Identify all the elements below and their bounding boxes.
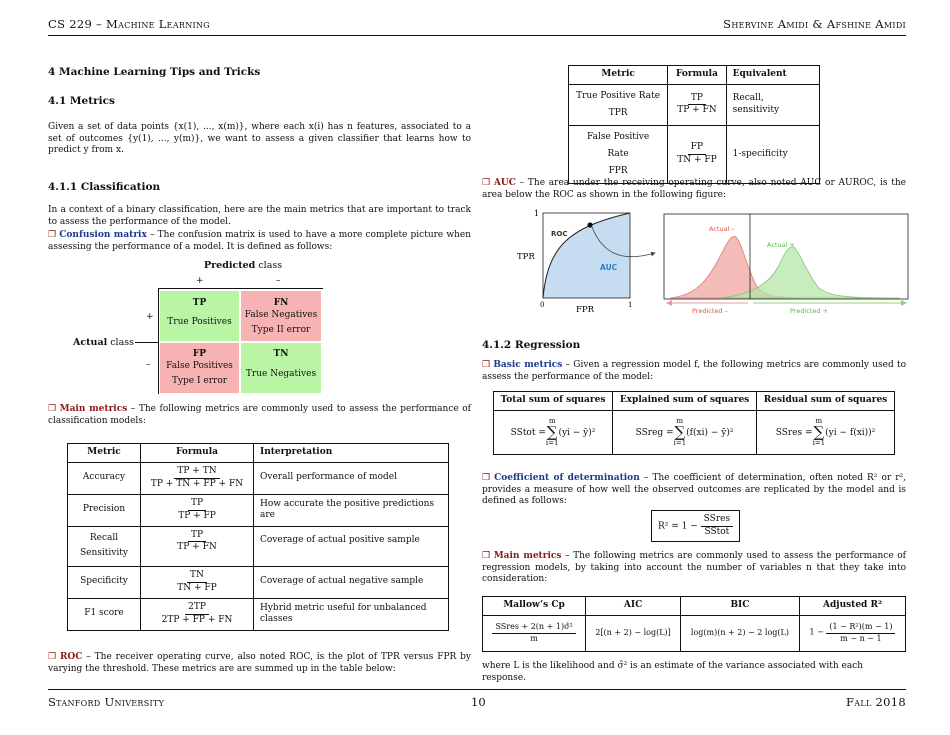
- confusion-matrix-heading: Confusion matrix: [59, 230, 147, 240]
- cm-cell-fn: FN False Negatives Type II error: [241, 291, 321, 341]
- main-metrics-paragraph: [48, 404, 471, 427]
- table-header-row: Mallow’s Cp AIC BIC Adjusted R²: [483, 597, 906, 616]
- roc-text: – The receiver operating curve, also noted ROC, is the plot of TPR versus FPR by varying the threshold. These metrics are are summed up in the table below:: [48, 652, 471, 674]
- regression-metrics-heading: Main metrics: [493, 551, 562, 561]
- bullet-icon: ❒: [482, 473, 491, 483]
- table-row: $\frac{\text{SSres + 2(n + 1)σ̂²}}{m}$ 2[(n + 2) − log(L)] log(m)(n + 2) − 2 log(L) 1 − $\frac{\text{(1 − R²)(m − 1)}}{m - n - 1}$: [483, 615, 906, 651]
- actual-minus: –: [146, 360, 151, 370]
- sum-of-squares-table: [493, 391, 895, 455]
- table-row: Specificity $\frac{TN}{TN + FP}$ Coverage of actual negative sample: [68, 566, 449, 598]
- coefficient-heading: Coefficient of determination: [494, 473, 640, 483]
- actual-plus: +: [146, 312, 154, 322]
- cm-cell-tp: TP True Positives: [160, 291, 239, 341]
- page-number: 10: [471, 695, 486, 709]
- header-left: CS 229 – Machine Learning: [48, 17, 210, 31]
- table-row: Recall Sensitivity $\frac{TP}{TP + FN}$ Coverage of actual positive sample: [68, 526, 449, 566]
- table-row: SStot = m ∑ i=1 (yi − ȳ)² SSreg = m ∑ i=1 (f(xi) − ȳ)² SSres = m ∑ i=1 (yi − f(xi))²: [494, 410, 895, 454]
- actual-class-label: Actual class: [73, 337, 135, 348]
- roc-origin: 0: [540, 301, 545, 309]
- header-interpretation: Interpretation: [254, 444, 449, 463]
- table-header-row: [68, 444, 449, 463]
- bullet-icon: ❒: [482, 551, 491, 561]
- threshold-point: [587, 222, 592, 227]
- subsection-classification: 4.1.1 Classification: [48, 181, 161, 193]
- footer-left: Stanford University: [48, 695, 165, 709]
- header-formula: Formula: [141, 444, 254, 463]
- table-row: True Positive Rate TPR $\frac{TP}{TP + FN}$ Recall, sensitivity: [569, 84, 820, 125]
- basic-metrics-heading: Basic metrics: [493, 360, 563, 370]
- confusion-matrix-paragraph: [48, 230, 471, 253]
- likelihood-note: where L is the likelihood and σ̂² is an estimate of the variance associated with each response.: [482, 661, 864, 683]
- confusion-matrix-text: – The confusion matrix is used to have a more complete picture when assessing the performance of a model. It is defined as follows:: [48, 230, 472, 252]
- cm-left-axis: [158, 288, 159, 394]
- header-right: Shervine Amidi & Afshine Amidi: [723, 17, 906, 31]
- table-row: F1 score $\frac{2TP}{2TP + FP + FN}$ Hybrid metric useful for unbalanced classes: [68, 598, 449, 630]
- table-row: False Positive Rate FPR $\frac{FP}{TN + FP}$ 1-specificity: [569, 125, 820, 183]
- table-row: Accuracy $\frac{TP + TN}{TP + TN + FP + FN}$ Overall performance of model: [68, 462, 449, 494]
- auc-text: – The area under the receiving operating curve, also noted AUC or AUROC, is the area below the ROC as shown in the following figure:: [482, 178, 906, 200]
- main-metrics-text: – The following metrics are commonly used to assess the performance of classification models:: [48, 404, 471, 426]
- actual-positive-label: Actual +: [767, 241, 795, 249]
- roc-heading: ROC: [59, 652, 83, 662]
- subsection-metrics: 4.1 Metrics: [48, 95, 115, 107]
- classification-metrics-table: [67, 443, 449, 631]
- table-header-row: Total sum of squares Explained sum of squares Residual sum of squares: [494, 392, 895, 411]
- footer-right: Fall 2018: [845, 695, 906, 709]
- predicted-positive-label: Predicted +: [790, 307, 829, 315]
- r2-formula-box: R² = 1 − $\frac{\text{SSres}}{\text{SStot}}$: [651, 510, 740, 542]
- table-header-row: Metric Formula Equivalent: [569, 66, 820, 85]
- bullet-icon: ❒: [48, 652, 57, 662]
- auc-label: AUC: [600, 263, 618, 272]
- section-title: 4 Machine Learning Tips and Tricks: [48, 66, 261, 78]
- predicted-negative-label: Predicted –: [692, 307, 728, 315]
- main-metrics-heading: Main metrics: [59, 404, 128, 414]
- model-criteria-table: [482, 596, 906, 652]
- roc-y-one: 1: [534, 209, 540, 218]
- header-rule: [48, 35, 906, 36]
- roc-curve-label: ROC: [551, 230, 568, 238]
- actual-negative-label: Actual –: [709, 225, 735, 233]
- bullet-icon: ❒: [48, 404, 57, 414]
- classification-intro: In a context of a binary classification, here are the main metrics that are important to track to assess the performance of the model.: [48, 205, 471, 227]
- auc-paragraph: [482, 178, 906, 201]
- roc-paragraph: [48, 652, 471, 675]
- basic-metrics-text: – Given a regression model f, the following metrics are commonly used to assess the performance of the model:: [482, 360, 906, 382]
- actual-connector: [135, 342, 158, 343]
- bullet-icon: ❒: [48, 230, 57, 240]
- regression-metrics-paragraph: [482, 551, 906, 586]
- rate-table: [568, 65, 820, 184]
- coefficient-text: – The coefficient of determination, often noted R² or r², provides a measure of how well the observed outcomes are replicated by the model and is defined as follows:: [482, 473, 906, 507]
- predicted-class-label: Predicted class: [204, 260, 283, 271]
- auc-figure: [510, 205, 910, 320]
- header-metric: Metric: [68, 444, 141, 463]
- cm-cell-tn: TN True Negatives: [241, 343, 321, 393]
- regression-metrics-text: – The following metrics are commonly used to assess the performance of regression models, by taking into account the number of variables n that they take into consideration:: [482, 551, 906, 585]
- coefficient-paragraph: [482, 473, 906, 508]
- subsection-regression: 4.1.2 Regression: [482, 339, 581, 351]
- cm-cell-fp: FP False Positives Type I error: [160, 343, 239, 393]
- footer-rule: [48, 689, 906, 690]
- auc-heading: AUC: [493, 178, 516, 188]
- metrics-intro: Given a set of data points {x(1), ..., x(m)}, where each x(i) has n features, associated to a set of outcomes {y(1), ..., y(m)}, we want to assess a given classifier that learns how to predict y from x.: [48, 122, 471, 156]
- table-row: Precision $\frac{TP}{TP + FP}$ How accurate the positive predictions are: [68, 494, 449, 526]
- roc-y-label: TPR: [517, 252, 535, 262]
- cm-top-axis: [158, 288, 323, 289]
- basic-metrics-paragraph: [482, 360, 906, 383]
- bullet-icon: ❒: [482, 360, 491, 370]
- predicted-minus: –: [276, 276, 281, 286]
- predicted-plus: +: [196, 276, 204, 286]
- auc-area: [543, 213, 630, 298]
- bullet-icon: ❒: [482, 178, 491, 188]
- roc-x-one: 1: [628, 301, 633, 309]
- roc-x-label: FPR: [576, 305, 595, 315]
